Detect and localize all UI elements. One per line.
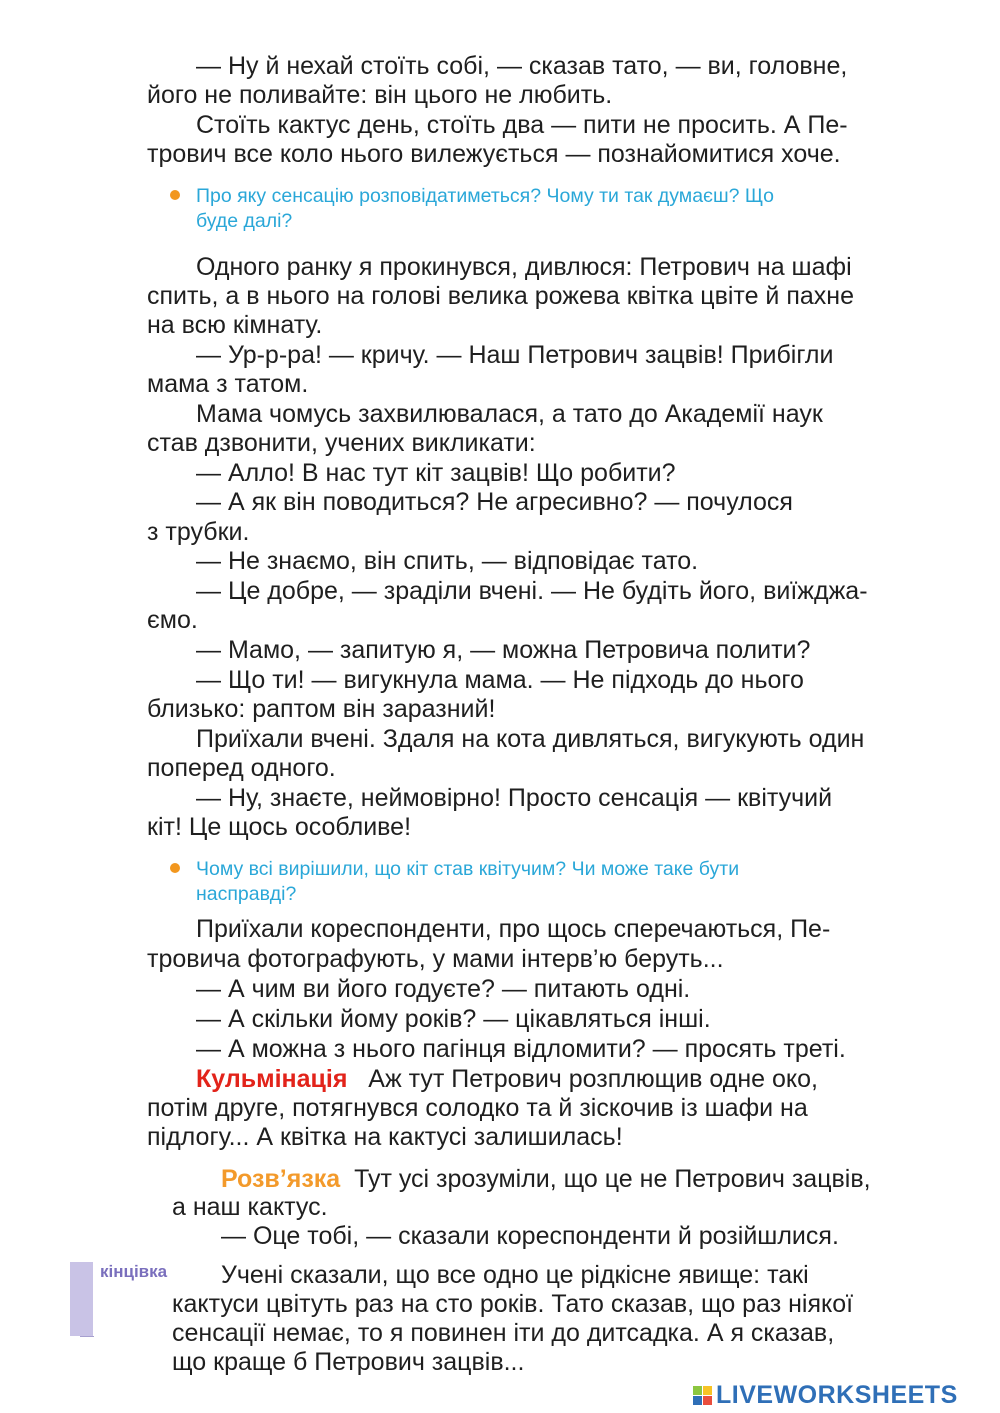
text-line: Мама чомусь захвилювалася, а тато до Академії наук (196, 400, 823, 428)
logo-grid-icon (693, 1386, 712, 1405)
text-line: тровича фотографують, у мами інтерв’ю беруть... (147, 945, 724, 973)
text-line: — А як він поводиться? Не агресивно? — почулося (196, 488, 793, 516)
text-line: Учені сказали, що все одно це рідкісне явище: такі (221, 1261, 809, 1289)
brand-name: LIVEWORKSHEETS (716, 1380, 958, 1409)
text-line: — Алло! В нас тут кіт зацвів! Що робити? (196, 459, 676, 487)
text-line: підлогу... А квітка на кактусі залишилась! (147, 1123, 623, 1151)
text-line: потім друге, потягнувся солодко та й зіскочив із шафи на (147, 1094, 808, 1122)
question-line: Чому всі вирішили, що кіт став квітучим? Чи може таке бути (196, 858, 740, 880)
text-line: Стоїть кактус день, стоїть два — пити не просить. А Пе- (196, 111, 848, 139)
climax-label: Кульмінація (196, 1065, 348, 1093)
text-line: — А чим ви його годуєте? — питають одні. (196, 975, 691, 1003)
liveworksheets-logo (693, 1380, 958, 1410)
resolution-line (0, 1164, 1000, 1194)
text-line: спить, а в нього на голові велика рожева квітка цвіте й пахне (147, 282, 854, 310)
text-line: близько: раптом він заразний! (147, 695, 496, 723)
text-line: — Це добре, — зраділи вчені. — Не будіть його, виїжджа- (196, 577, 868, 605)
text-line: — А можна з нього пагінця відломити? — просять треті. (196, 1035, 846, 1063)
text-line: ємо. (147, 606, 198, 634)
bullet-icon (170, 190, 180, 200)
question-line: Про яку сенсацію розповідатиметься? Чому ти так думаєш? Що (196, 185, 775, 207)
question-line: буде далі? (196, 210, 293, 232)
text-line: його не поливайте: він цього не любить. (147, 81, 613, 109)
text-line: Одного ранку я прокинувся, дивлюся: Петрович на шафі (196, 253, 852, 281)
text-line: — Ну й нехай стоїть собі, — сказав тато, — ви, головне, (196, 52, 848, 80)
ending-label: кінцівка (100, 1262, 168, 1281)
text-line: трович все коло нього вилежується — познайомитися хоче. (147, 140, 841, 168)
resolution-label: Розв’язка (221, 1165, 341, 1193)
text-line: кіт! Це щось особливе! (147, 813, 412, 841)
text-line: на всю кімнату. (147, 311, 323, 339)
text-segment: Аж тут Петрович розплющив одне око, (368, 1065, 818, 1093)
text-line: став дзвонити, учених викликати: (147, 429, 536, 457)
text-line: — Мамо, — запитую я, — можна Петровича полити? (196, 636, 811, 664)
text-line: — Оце тобі, — сказали кореспонденти й розійшлися. (221, 1222, 839, 1250)
bullet-icon (170, 863, 180, 873)
text-line: — А скільки йому років? — цікавляться інші. (196, 1005, 711, 1033)
text-line: — Ур-р-ра! — кричу. — Наш Петрович зацвів! Прибігли (196, 341, 834, 369)
text-line: сенсації немає, то я повинен іти до дитсадка. А я сказав, (172, 1319, 835, 1347)
question-line: насправді? (196, 883, 297, 905)
text-line: — Не знаємо, він спить, — відповідає тато. (196, 547, 699, 575)
text-line: — Ну, знаєте, неймовірно! Просто сенсація — квітучий (196, 784, 833, 812)
text-line: а наш кактус. (172, 1193, 328, 1221)
text-line: поперед одного. (147, 754, 336, 782)
text-line: Приїхали кореспонденти, про щось сперечаються, Пе- (196, 915, 831, 943)
text-line: — Що ти! — вигукнула мама. — Не підходь до нього (196, 666, 804, 694)
text-line: Приїхали вчені. Здаля на кота дивляться, вигукують один (196, 725, 865, 753)
text-segment: Тут усі зрозуміли, що це не Петрович зацвів, (354, 1165, 871, 1193)
text-line: з трубки. (147, 518, 250, 546)
text-line: мама з татом. (147, 370, 309, 398)
text-line: кактуси цвітуть раз на сто років. Тато сказав, що раз ніякої (172, 1290, 854, 1318)
climax-line (0, 1064, 1000, 1094)
text-line: що краще б Петрович зацвів... (172, 1348, 525, 1376)
